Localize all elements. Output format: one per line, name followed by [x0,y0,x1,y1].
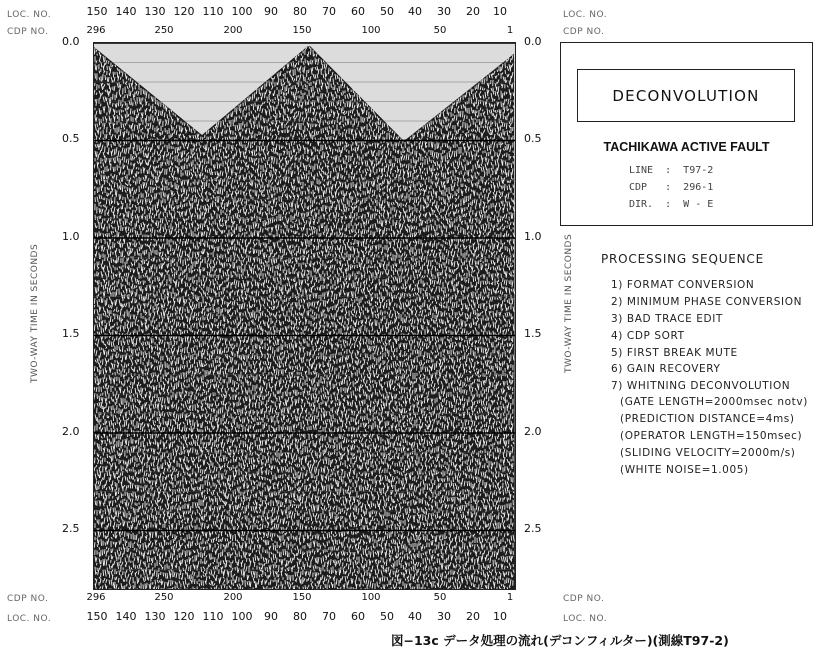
time-tick-label: 2.0 [62,425,80,438]
cdp-number: 296 [86,25,106,36]
time-tick-label: 1.0 [62,230,80,243]
processing-step: 3) BAD TRACE EDIT [611,313,723,325]
time-tick-label: 2.5 [524,522,542,535]
processing-parameter: (OPERATOR LENGTH=150msec) [620,430,803,442]
loc-number: 150 [86,610,108,623]
loc-number: 60 [351,610,365,623]
cdp-number: 1 [506,592,514,603]
loc-number: 120 [173,5,195,18]
processing-step: 2) MINIMUM PHASE CONVERSION [611,296,803,308]
time-tick-label: 2.5 [62,522,80,535]
loc-number: 10 [493,5,507,18]
time-axis-label-right: TWO-WAY TIME IN SECONDS [564,233,574,373]
cdp-number: 200 [223,592,243,603]
loc-number: 20 [466,5,480,18]
cdp-number: 100 [361,592,381,603]
loc-number: 40 [408,610,422,623]
time-tick-label: 1.5 [524,327,542,340]
figure-caption: 図−13c データ処理の流れ(デコンフィルター)(測線T97-2) [391,633,729,648]
cdp-no-label-top-right: CDP NO. [563,27,605,37]
cdp-no-label-bottom-right: CDP NO. [563,594,605,604]
processing-parameter: (WHITE NOISE=1.005) [620,464,749,476]
loc-number: 130 [144,610,166,623]
title-box-heading: DECONVOLUTION [577,69,795,122]
processing-parameter: (SLIDING VELOCITY=2000m/s) [620,447,796,459]
processing-parameter: (PREDICTION DISTANCE=4ms) [620,413,795,425]
cdp-number: 200 [223,25,243,36]
time-tick-label: 0.5 [62,132,80,145]
cdp-info: CDP : 296-1 [629,182,714,193]
cdp-number: 50 [433,25,447,36]
loc-number: 70 [322,5,336,18]
loc-number: 150 [86,5,108,18]
loc-number: 50 [380,610,394,623]
seismic-traces [94,43,515,589]
line-info: LINE : T97-2 [629,165,714,176]
time-tick-label: 0.5 [524,132,542,145]
loc-number: 40 [408,5,422,18]
loc-number: 100 [231,5,253,18]
loc-no-label-top-left: LOC. NO. [7,10,52,20]
loc-number: 100 [231,610,253,623]
processing-step: 4) CDP SORT [611,330,685,342]
time-tick-label: 1.0 [524,230,542,243]
time-tick-label: 0.0 [524,35,542,48]
loc-number: 140 [115,610,137,623]
cdp-number: 100 [361,25,381,36]
cdp-number: 296 [86,592,106,603]
time-tick-label: 1.5 [62,327,80,340]
loc-number: 60 [351,5,365,18]
processing-step: 6) GAIN RECOVERY [611,363,721,375]
loc-number: 50 [380,5,394,18]
project-name: TACHIKAWA ACTIVE FAULT [603,140,770,154]
loc-number: 120 [173,610,195,623]
cdp-no-label-top-left: CDP NO. [7,27,49,37]
cdp-number: 1 [506,25,514,36]
loc-no-label-top-right: LOC. NO. [563,10,608,20]
loc-number: 30 [437,5,451,18]
loc-no-label-bottom-left: LOC. NO. [7,614,52,624]
loc-number: 130 [144,5,166,18]
cdp-number: 150 [292,25,312,36]
cdp-no-label-bottom-left: CDP NO. [7,594,49,604]
loc-number: 70 [322,610,336,623]
loc-number: 80 [293,5,307,18]
cdp-number: 250 [154,25,174,36]
cdp-number: 150 [292,592,312,603]
seismic-section [93,42,516,590]
loc-number: 80 [293,610,307,623]
processing-step: 1) FORMAT CONVERSION [611,279,755,291]
loc-number: 110 [202,5,224,18]
loc-no-label-bottom-right: LOC. NO. [563,614,608,624]
time-axis-label-left: TWO-WAY TIME IN SECONDS [30,243,40,383]
loc-number: 10 [493,610,507,623]
dir-info: DIR. : W - E [629,199,714,210]
loc-number: 90 [264,5,278,18]
loc-number: 30 [437,610,451,623]
trace-field [94,43,515,589]
title-box [560,42,813,226]
processing-step: 5) FIRST BREAK MUTE [611,347,738,359]
processing-sequence-title: PROCESSING SEQUENCE [601,252,764,266]
cdp-number: 250 [154,592,174,603]
loc-number: 110 [202,610,224,623]
time-tick-label: 0.0 [62,35,80,48]
loc-number: 140 [115,5,137,18]
time-tick-label: 2.0 [524,425,542,438]
processing-parameter: (GATE LENGTH=2000msec notv) [620,396,808,408]
processing-step: 7) WHITNING DECONVOLUTION [611,380,791,392]
loc-number: 20 [466,610,480,623]
cdp-number: 50 [433,592,447,603]
loc-number: 90 [264,610,278,623]
